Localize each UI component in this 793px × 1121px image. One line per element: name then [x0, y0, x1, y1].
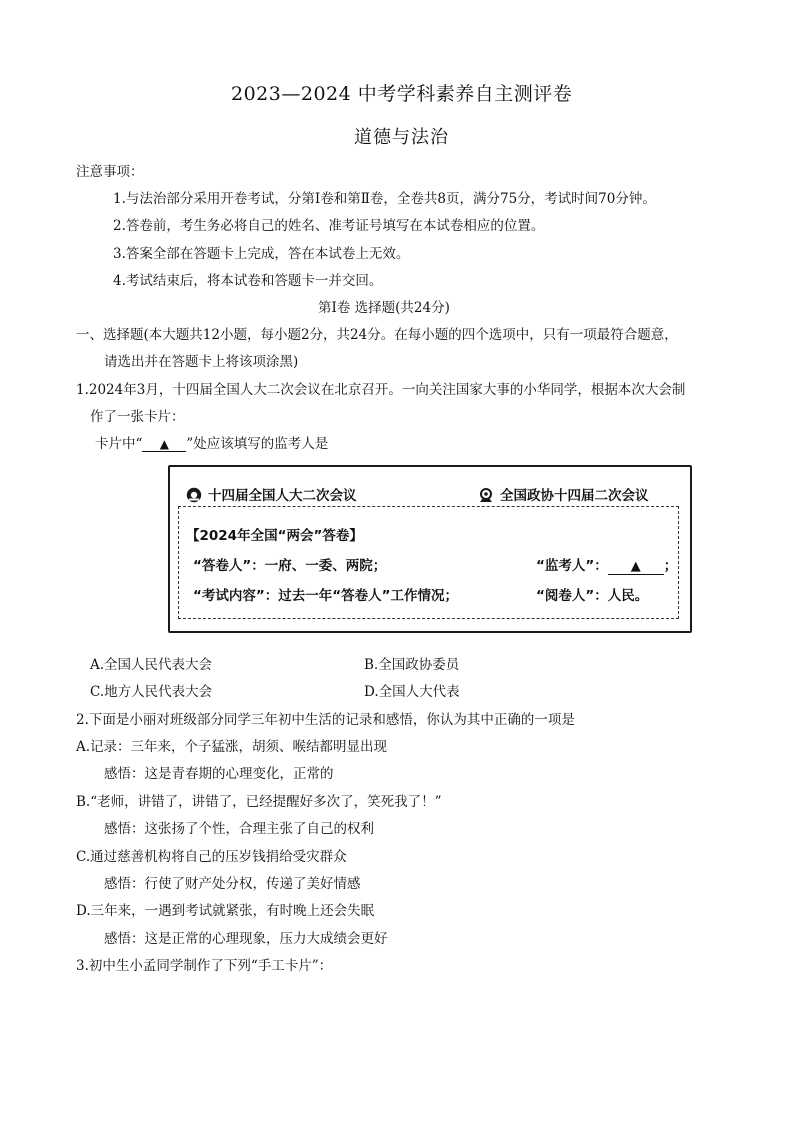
notice-item-2: 2.答卷前，考生务必将自己的姓名、准考证号填写在本试卷相应的位置。 — [113, 218, 545, 234]
q2-stem: 2.下面是小丽对班级部分同学三年初中生活的记录和感悟，你认为其中正确的一项是 — [76, 712, 575, 728]
notice-heading: 注意事项： — [76, 164, 144, 180]
notice-item-4: 4.考试结束后，将本试卷和答题卡一并交回。 — [113, 273, 383, 289]
q2-option-d-record: D.三年来，一遇到考试就紧张，有时晚上还会失眠 — [76, 903, 375, 919]
q1-stem-line1: 1.2024年3月，十四届全国人大二次会议在北京召开。一向关注国家大事的小华同学，根据本次大会制 — [76, 382, 686, 398]
card-examiner-blank: ▲ — [608, 559, 664, 575]
q2-option-c-record: C.通过慈善机构将自己的压岁钱捐给受灾群众 — [76, 849, 347, 865]
section-title: 第Ⅰ卷 选择题(共24分) — [318, 300, 450, 316]
section-instruction-line1: 一、选择题(本大题共12小题，每小题2分，共24分。在每小题的四个选项中，只有一项最符合题意， — [76, 327, 678, 343]
card-box-title: 【2024年全国“两会”答卷】 — [186, 528, 363, 544]
q1-option-b: B.全国政协委员 — [364, 657, 460, 673]
card-left-header — [186, 484, 357, 504]
notice-item-1: 1.与法治部分采用开卷考试，分第Ⅰ卷和第Ⅱ卷，全卷共8页，满分75分，考试时间70分钟。 — [113, 191, 656, 207]
card-right-header — [478, 484, 649, 504]
q2-option-a-insight: 感悟：这是青春期的心理变化，正常的 — [104, 766, 334, 782]
npc-emblem-icon — [186, 487, 202, 503]
section-instruction-line2: 请选出并在答题卡上将该项涂黑) — [104, 354, 299, 370]
subject-title: 道德与法治 — [354, 127, 449, 148]
q3-stem: 3.初中生小孟同学制作了下列“手工卡片”： — [76, 958, 333, 974]
card-row2-right: “阅卷人”：人民。 — [536, 588, 649, 604]
q2-option-a-record: A.记录：三年来，个子猛涨，胡须、喉结都明显出现 — [76, 739, 388, 755]
cppcc-emblem-icon — [478, 487, 494, 503]
notice-item-3: 3.答案全部在答题卡上完成，答在本试卷上无效。 — [113, 246, 410, 262]
card-row1-left: “答卷人”：一府、一委、两院； — [193, 558, 387, 574]
card-examiner-label: “监考人”： — [536, 558, 608, 574]
q2-option-b-insight: 感悟：这张扬了个性，合理主张了自己的权利 — [104, 821, 374, 837]
exam-title: 2023—2024 中考学科素养自主测评卷 — [231, 83, 573, 105]
q1-prompt-blank: ▲ — [142, 437, 186, 452]
q2-option-c-insight: 感悟：行使了财产处分权，传递了美好情感 — [104, 876, 361, 892]
q1-option-c: C.地方人民代表大会 — [90, 684, 213, 700]
card-row1-right — [536, 554, 677, 575]
q2-option-b-record: B.“老师，讲错了，讲错了，已经提醒好多次了，笑死我了！” — [76, 794, 442, 810]
q2-option-d-insight: 感悟：这是正常的心理现象，压力大成绩会更好 — [104, 931, 388, 947]
q1-option-d: D.全国人大代表 — [364, 684, 460, 700]
q1-prompt — [95, 432, 328, 452]
q1-option-a: A.全国人民代表大会 — [90, 657, 213, 673]
q1-prompt-before: 卡片中“ — [95, 436, 143, 452]
q1-stem-line2: 作了一张卡片： — [90, 409, 185, 425]
card-row1-end: ； — [663, 558, 678, 574]
card-right-header-text: 全国政协十四届二次会议 — [500, 488, 649, 504]
card-row2-left: “考试内容”：过去一年“答卷人”工作情况； — [193, 588, 458, 604]
card-left-header-text: 十四届全国人大二次会议 — [208, 488, 357, 504]
q1-prompt-after: ”处应该填写的监考人是 — [186, 436, 329, 452]
